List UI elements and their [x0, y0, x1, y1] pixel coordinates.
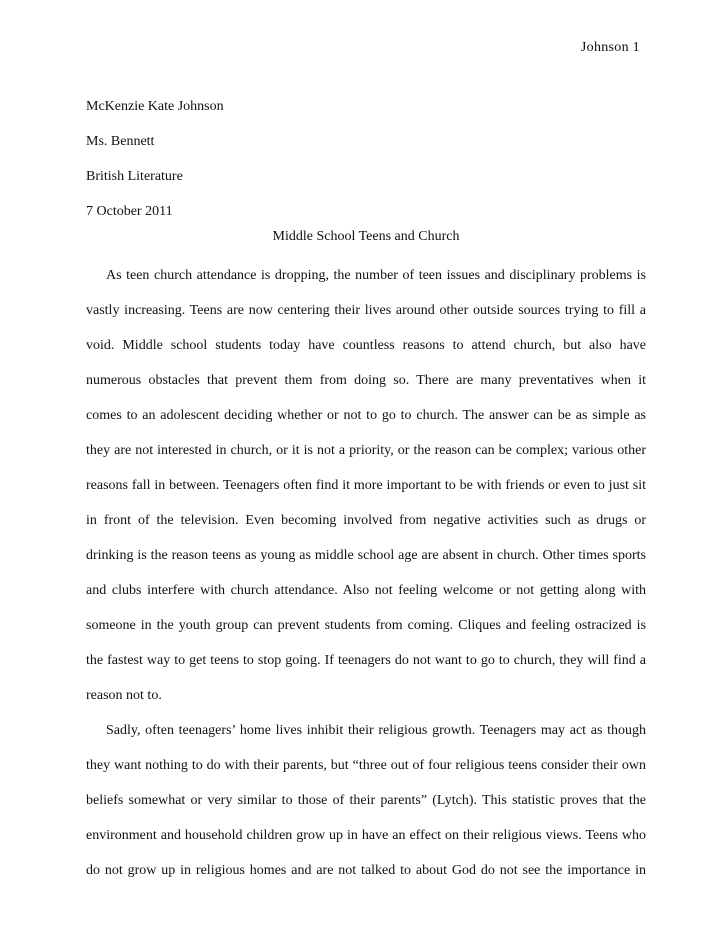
body-line: environment and household children grow up in have an effect on their religious views. Teens who — [86, 828, 646, 843]
essay-title: Middle School Teens and Church — [272, 229, 460, 244]
instructor-name: Ms. Bennett — [86, 134, 155, 149]
course-name: British Literature — [86, 169, 183, 184]
body-line: they are not interested in church, or it is not a priority, or the reason can be complex; various other — [86, 443, 646, 458]
student-name: McKenzie Kate Johnson — [86, 99, 224, 114]
body-line: and clubs interfere with church attendance. Also not feeling welcome or not getting along with — [86, 583, 646, 598]
body-line: the fastest way to get teens to stop going. If teenagers do not want to go to church, they will find a — [86, 653, 646, 668]
running-head: Johnson 1 — [580, 40, 640, 55]
body-line: do not grow up in religious homes and are not talked to about God do not see the importance in — [86, 863, 646, 878]
body-line: drinking is the reason teens as young as middle school age are absent in church. Other times sports — [86, 548, 646, 563]
body-line: in front of the television. Even becoming involved from negative activities such as drugs or — [86, 513, 646, 528]
body-line: vastly increasing. Teens are now centering their lives around other outside sources trying to fill a — [86, 303, 646, 318]
body-line: Sadly, often teenagers’ home lives inhibit their religious growth. Teenagers may act as though — [106, 723, 646, 738]
body-line: beliefs somewhat or very similar to those of their parents” (Lytch). This statistic proves that the — [86, 793, 646, 808]
body-line: someone in the youth group can prevent students from coming. Cliques and feeling ostracized is — [86, 618, 646, 633]
body-line: reason not to. — [86, 688, 162, 703]
essay-date: 7 October 2011 — [86, 204, 173, 219]
essay-body — [86, 258, 646, 888]
body-line: numerous obstacles that prevent them from doing so. There are many preventatives when it — [86, 373, 646, 388]
body-line: reasons fall in between. Teenagers often find it more important to be with friends or even to just sit — [86, 478, 646, 493]
body-line: void. Middle school students today have countless reasons to attend church, but also have — [86, 338, 646, 353]
body-line: As teen church attendance is dropping, the number of teen issues and disciplinary problems is — [106, 268, 646, 283]
mla-heading — [86, 89, 646, 229]
body-line: they want nothing to do with their parents, but “three out of four religious teens consider their own — [86, 758, 646, 773]
body-line: comes to an adolescent deciding whether or not to go to church. The answer can be as simple as — [86, 408, 646, 423]
